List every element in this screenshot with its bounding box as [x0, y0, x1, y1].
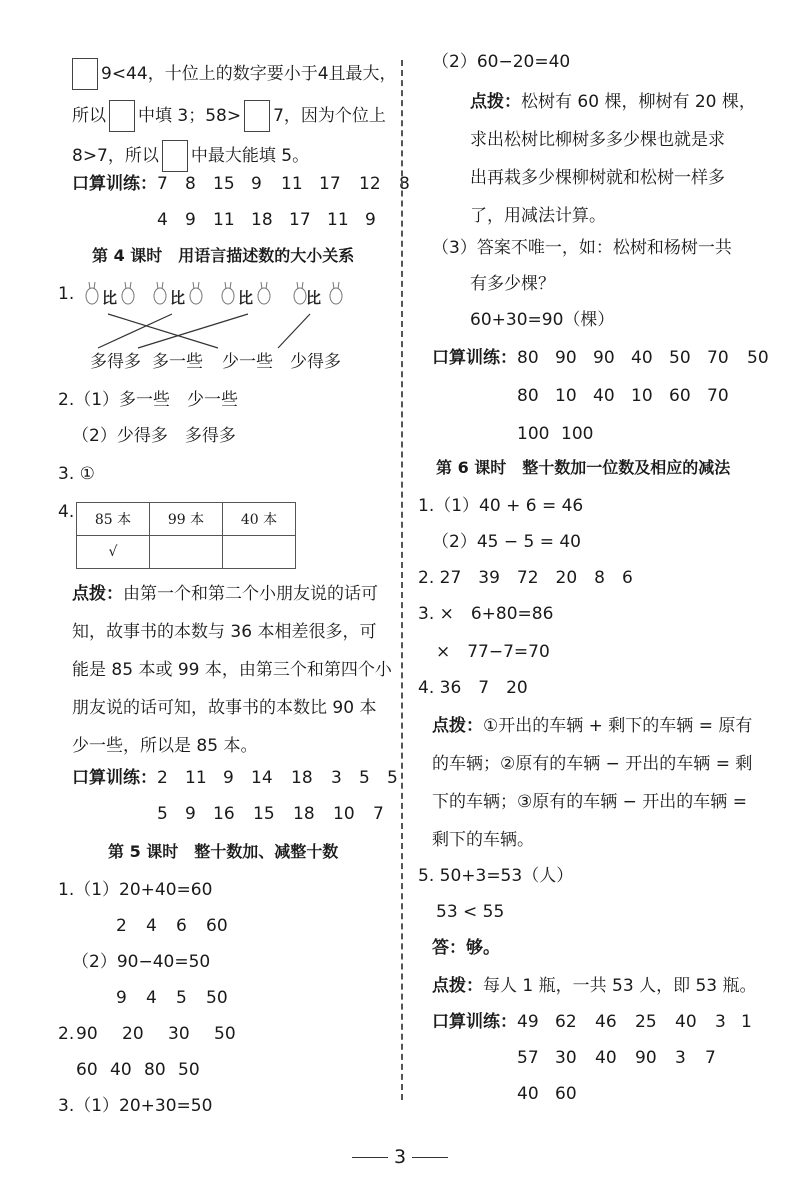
blank-box: [244, 100, 270, 132]
bi-label-3: 比: [238, 289, 254, 307]
lesson4-q2b: （2）少得多 多得多: [72, 426, 236, 446]
lesson5-q2-row1: 2. 90 20 30 50: [58, 1024, 236, 1044]
oral-training-3-row1: 80 90 90 40 50 70 50: [517, 348, 769, 368]
lesson6-tip4-line-4: 剩下的车辆。: [432, 830, 534, 850]
lesson6-q4: 4. 36 7 20: [418, 678, 528, 698]
right-a3-line-2: 有多少棵？: [470, 274, 555, 294]
lesson-6-title: 第 6 课时 整十数加一位数及相应的减法: [436, 458, 731, 477]
lesson4-tip-line-1: 点拨：由第一个和第二个小朋友说的话可: [72, 584, 378, 604]
lesson4-tip-line-5: 少一些，所以是 85 本。: [72, 736, 258, 756]
lesson5-q3: 3.（1）20+30=50: [58, 1096, 213, 1116]
right-a3-line-3: 60+30=90（棵）: [470, 310, 615, 330]
oral-training-4: 口算训练：: [432, 1012, 517, 1032]
lesson6-tip4-line-2: 的车辆；②原有的车辆 − 开出的车辆 = 剩: [432, 754, 753, 774]
right-tip2-line-4: 了，用减法计算。: [470, 206, 606, 226]
bi-label-2: 比: [170, 289, 186, 307]
lesson6-q1b: （2）45 − 5 = 40: [432, 532, 581, 552]
table-cell: [223, 536, 296, 569]
lesson6-q5: 5. 50+3=53（人）: [418, 866, 574, 886]
right-tip2-line-3: 出再栽多少棵柳树就和松树一样多: [470, 168, 725, 188]
lesson-4-title: 第 4 课时 用语言描述数的大小关系: [92, 246, 355, 265]
lesson5-q2-row2: 60 40 80 50: [76, 1060, 200, 1080]
match-option-3: 少一些: [222, 352, 273, 372]
lesson6-q3a: 3. × 6+80=86: [418, 604, 554, 624]
lesson4-q2a: 2.（1）多一些 少一些: [58, 390, 239, 410]
lesson6-tip4-line-3: 下的车辆；③原有的车辆 − 开出的车辆 =: [432, 792, 747, 812]
lesson6-q5c: 答：够。: [432, 938, 500, 958]
match-option-4: 少得多: [290, 352, 341, 372]
book-count-table: [76, 502, 296, 569]
column-divider: [401, 60, 403, 1100]
lesson6-q2: 2. 27 39 72 20 8 6: [418, 568, 633, 588]
match-line-4: [278, 314, 310, 348]
match-line-2: [98, 314, 172, 348]
lesson4-q3: 3. ①: [58, 464, 95, 484]
intro-line-3: 8>7，所以 中最大能填 5。: [72, 140, 309, 172]
lesson5-q1a: 1.（1）20+40=60: [58, 880, 213, 900]
match-line-1: [108, 314, 218, 348]
oral-training-1: 口算训练：: [72, 174, 157, 194]
oral-training-3-row2: 80 10 40 10 60 70: [517, 386, 729, 406]
table-cell-check: √: [77, 536, 150, 569]
right-tip2-line-2: 求出松树比柳树多多少棵也就是求: [470, 130, 725, 150]
oral-training-4-row1: 49 62 46 25 40 3 1: [517, 1012, 752, 1032]
lesson4-tip-line-2: 知，故事书的本数与 36 本相差很多，可: [72, 622, 377, 642]
lesson6-tip4-line-1: 点拨：①开出的车辆 + 剩下的车辆 = 原有: [432, 716, 753, 736]
oral-training-2: 口算训练：: [72, 768, 157, 788]
oral-training-3: 口算训练：: [432, 348, 517, 368]
lesson4-tip-line-3: 能是 85 本或 99 本，由第三个和第四个小: [72, 660, 392, 680]
lesson6-q1a: 1.（1）40 + 6 = 46: [418, 496, 584, 516]
lesson5-q1b: （2）90−40=50: [72, 952, 211, 972]
match-option-2: 多一些: [152, 352, 203, 372]
oral-training-4-row2: 57 30 40 90 3 7: [517, 1048, 716, 1068]
page-number: 3: [0, 1146, 800, 1168]
right-tip2-line-1: 点拨：松树有 60 棵，柳树有 20 棵，: [470, 92, 756, 112]
intro-line-1: 9<44，十位上的数字要小于4且最大，: [72, 58, 397, 90]
lesson4-q4: 4.: [58, 502, 75, 522]
oral-training-3-row3: 100 100: [517, 424, 594, 444]
right-a3-line-1: （3）答案不唯一，如：松树和杨树一共: [432, 238, 732, 258]
lesson6-tip5: 点拨：每人 1 瓶，一共 53 人，即 53 瓶。: [432, 976, 757, 996]
blank-box: [72, 58, 98, 90]
oral-training-4-row3: 40 60: [517, 1084, 577, 1104]
lesson4-q1-number: 1.: [58, 284, 75, 304]
bi-label-1: 比: [102, 289, 118, 307]
table-header: 40 本: [223, 503, 296, 536]
match-option-1: 多得多: [90, 352, 141, 372]
lesson4-tip-line-4: 朋友说的话可知，故事书的本数比 90 本: [72, 698, 377, 718]
table-header: 85 本: [77, 503, 150, 536]
oral-training-2-row1: 2 11 9 14 18 3 5 5: [157, 768, 398, 788]
lesson-5-title: 第 5 课时 整十数加、减整十数: [108, 842, 339, 861]
oral-training-1-row2: 4 9 11 18 17 11 9: [157, 210, 376, 230]
blank-box: [162, 140, 188, 172]
match-line-3: [138, 314, 248, 348]
table-header: 99 本: [150, 503, 223, 536]
blank-box: [109, 100, 135, 132]
table-cell: [150, 536, 223, 569]
intro-line-2: 所以 中填 3；58> 7，因为个位上: [72, 100, 386, 132]
oral-training-1-row1: 7 8 15 9 11 17 12 8: [157, 174, 410, 194]
lesson6-q3b: × 77−7=70: [436, 642, 550, 662]
lesson6-q5b: 53 < 55: [436, 902, 505, 922]
lesson5-q1b-nums: 9 4 5 50: [116, 988, 228, 1008]
bi-label-4: 比: [306, 289, 322, 307]
right-a2: （2）60−20=40: [432, 52, 571, 72]
oral-training-2-row2: 5 9 16 15 18 10 7: [157, 804, 384, 824]
lesson5-q1a-nums: 2 4 6 60: [116, 916, 228, 936]
